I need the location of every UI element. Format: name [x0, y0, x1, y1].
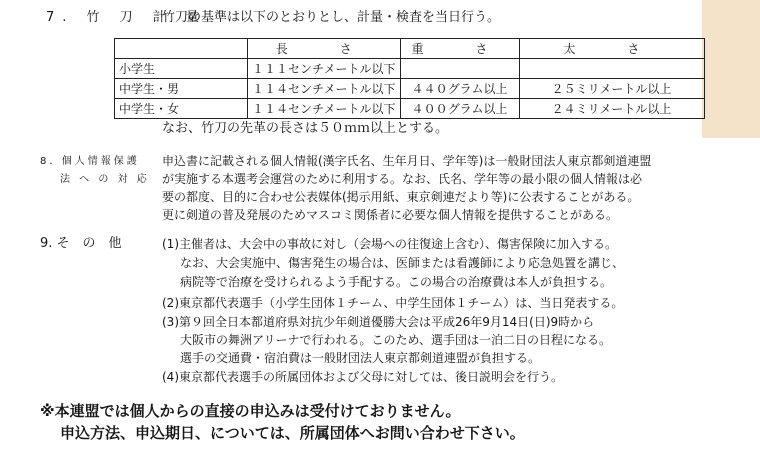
table-header-cell: 長 さ: [248, 39, 401, 59]
section9-heading: 9. そ の 他: [40, 236, 122, 251]
section9-line: 病院等で治療を受けられるよう手配する。この場合の治療費は本人が負担する。: [180, 275, 613, 289]
table-cell: １１１センチメートル以下: [248, 59, 401, 79]
section8-heading-line2: 法 へ の 対 応: [60, 174, 150, 185]
table-cell: １１４センチメートル以下: [248, 99, 401, 119]
section9-line: (4)東京都代表選手の所属団体および父母に対しては、後日説明会を行う。: [162, 370, 564, 384]
section8-line: 要の都度、目的に合わせ公表媒体(掲示用紙、東京剣連だより等)に公表することがある。: [162, 190, 640, 204]
section7-heading: 7. 竹 刀 計 量: [46, 10, 207, 25]
table-header-cell: [115, 39, 248, 59]
section8-line: 申込書に記載される個人情報(漢字氏名、生年月日、学年等)は一般財団法人東京都剣道連盟: [162, 154, 652, 168]
section7-note: なお、竹刀の先革の長さは５０ｍｍ以上とする。: [162, 121, 449, 136]
shinai-spec-table: [114, 38, 705, 119]
table-cell: [400, 59, 519, 79]
section9-line: (2)東京都代表選手（小学生団体１チーム、中学生団体１チーム）は、当日発表する。: [162, 296, 624, 310]
table-header-row: [115, 39, 705, 59]
table-cell: ４４０グラム以上: [400, 79, 519, 99]
footer-contact: 申込方法、申込期日、については、所属団体へお問い合わせ下さい。: [60, 424, 525, 442]
table-cell: 中学生・男: [115, 79, 248, 99]
section9-line: なお、大会実施中、傷害発生の場合は、医師または看護師により応急処置を講じ、: [180, 256, 625, 270]
table-cell: 小学生: [115, 59, 248, 79]
section8-heading-line1: 8. 個人情報保護: [40, 156, 140, 167]
footer-notice: ※本連盟では個人からの直接の申込みは受付けておりません。: [40, 402, 461, 420]
table-cell: １１４センチメートル以下: [248, 79, 401, 99]
table-cell: 中学生・女: [115, 99, 248, 119]
table-cell: ２５ミリメートル以上: [519, 79, 704, 99]
section8-line: 更に剣道の普及発展のためマスコミ関係者に必要な個人情報を提供することがある。: [162, 208, 619, 222]
table-cell: ２４ミリメートル以上: [519, 99, 704, 119]
section9-line: 大阪市の舞洲アリーナで行われる。このため、選手団は一泊二日の日程になる。: [180, 333, 612, 347]
table-cell: [519, 59, 704, 79]
table-header-cell: 太 さ: [519, 39, 704, 59]
section9-line: (1)主催者は、大会中の事故に対し（会場への往復途上含む）、傷害保険に加入する。: [162, 237, 618, 251]
table-row: [115, 59, 705, 79]
section9-line: (3)第９回全日本都道府県対抗少年剣道優勝大会は平成26年9月14日(日)9時から: [162, 315, 595, 329]
section7-intro: 竹刀の基準は以下のとおりとし、計量・検査を当日行う。: [162, 10, 501, 25]
table-cell: ４００グラム以上: [400, 99, 519, 119]
section9-line: 選手の交通費・宿泊費は一般財団法人東京都剣道連盟が負担する。: [180, 351, 541, 365]
table-row: [115, 99, 705, 119]
table-header-cell: 重 さ: [400, 39, 519, 59]
section8-line: が実施する本選考会運営のために利用する。なお、氏名、学年等の最小限の個人情報は必: [162, 172, 643, 186]
table-row: [115, 79, 705, 99]
paper-edge-shade: [702, 0, 760, 138]
